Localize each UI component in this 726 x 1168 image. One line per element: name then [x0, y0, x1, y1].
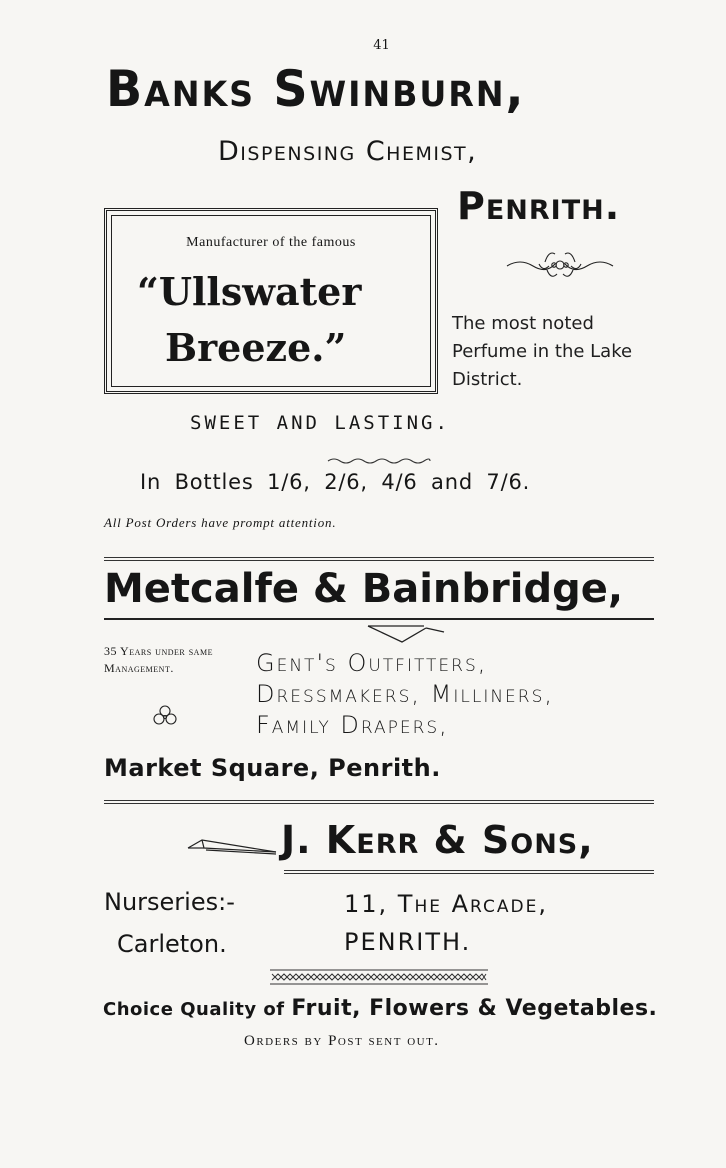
section-divider [104, 557, 654, 561]
kerr-town: PENRITH. [344, 928, 472, 956]
wavy-rule-icon [326, 450, 432, 469]
product-name-line1: “Ullswater [137, 269, 362, 314]
banks-title: Banks Swinburn, [106, 60, 526, 118]
quality-prefix: Choice Quality of [103, 999, 285, 1020]
page-number: 41 [373, 38, 390, 53]
metcalfe-title: Metcalfe & Bainbridge, [104, 566, 624, 612]
chain-border-icon [268, 968, 490, 992]
post-orders-note: All Post Orders have prompt attention. [104, 515, 337, 530]
services-list [256, 648, 554, 741]
metcalfe-address: Market Square, Penrith. [104, 754, 441, 782]
banks-location: Penrith. [457, 184, 621, 228]
quality-line [103, 996, 657, 1021]
clover-icon [152, 704, 178, 734]
service-item: Family Drapers, [256, 711, 449, 739]
service-item: Dressmakers, Milliners, [256, 680, 555, 708]
box-caption: Manufacturer of the famous [186, 235, 356, 250]
perfume-description: The most noted Perfume in the Lake District. [452, 313, 633, 390]
title-underline [284, 870, 654, 874]
banks-subtitle: Dispensing Chemist, [218, 136, 478, 167]
arrow-chevron-icon [364, 622, 446, 648]
tagline: SWEET AND LASTING. [190, 412, 450, 434]
nurseries-label: Nurseries:- [104, 888, 235, 916]
nurseries-location: Carleton. [117, 930, 227, 958]
title-underline [104, 618, 654, 620]
kerr-address: 11, The Arcade, [344, 890, 548, 918]
orders-note: Orders by Post sent out. [244, 1033, 440, 1049]
product-name-line2: Breeze.” [165, 325, 347, 370]
quality-items: Fruit, Flowers & Vegetables. [291, 996, 658, 1021]
service-item: Gent's Outfitters, [256, 649, 488, 677]
kerr-title: J. Kerr & Sons, [281, 818, 594, 862]
pen-nib-icon [186, 836, 278, 862]
scroll-flourish-icon [505, 244, 615, 288]
section-divider [104, 800, 654, 804]
product-box [104, 208, 438, 394]
years-note: 35 Years under same Management. [104, 644, 213, 675]
bottle-prices: In Bottles 1/6, 2/6, 4/6 and 7/6. [140, 470, 531, 494]
